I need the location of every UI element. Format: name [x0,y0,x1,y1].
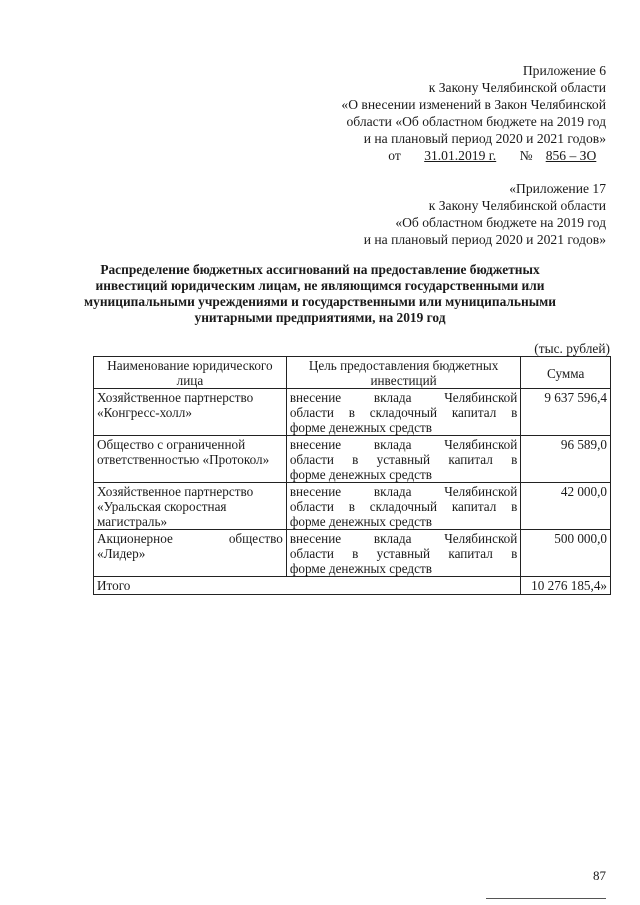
law-number: 856 – ЗО [545,148,597,163]
header-goal-line2: инвестиций [370,373,437,388]
row-goal [286,389,521,436]
footer-rule [486,898,606,899]
row-goal-line: внесение вклада Челябинской [289,484,518,499]
appendix-6-header [341,62,606,164]
appendix-17-line3: «Об областном бюджете на 2019 год [395,215,606,230]
row-goal-line: внесение вклада Челябинской [289,437,518,452]
title-line4: унитарными предприятиями, на 2019 год [194,310,446,325]
row-goal-line: форме денежных средств [289,420,432,435]
row-goal-line: области в складочный капитал в [289,499,518,514]
units-label: (тыс. рублей) [534,341,610,356]
row-name [94,436,287,483]
row-name-line: магистраль» [97,514,168,529]
appendix-6-line1: Приложение 6 [522,63,606,78]
header-name [94,357,287,389]
appendix-6-line4: области «Об областном бюджете на 2019 год [346,114,606,129]
row-goal-line: внесение вклада Челябинской [289,531,518,546]
row-name-line: Общество с ограниченной [97,437,246,452]
page-number: 87 [593,868,606,883]
row-goal-line: области в уставный капитал в [289,546,518,561]
row-name-line: «Лидер» [97,546,146,561]
table-row [94,436,611,483]
row-name-line: Хозяйственное партнерство [97,484,254,499]
total-sum: 10 276 185,4» [521,577,611,595]
row-sum: 96 589,0 [521,436,611,483]
header-name-line1: Наименование юридического [107,358,273,373]
row-goal-line: форме денежных средств [289,561,432,576]
header-sum [521,357,611,389]
budget-table [93,356,611,595]
row-name-line: «Конгресс-холл» [97,405,192,420]
law-date-number-line [341,147,606,164]
title-line3: муниципальными учреждениями и государственными или муниципальными [84,294,556,309]
row-name-line: Акционерное общество [97,531,283,546]
appendix-17-line1: «Приложение 17 [509,181,606,196]
appendix-6-line2: к Закону Челябинской области [428,80,606,95]
row-goal [286,483,521,530]
table-row [94,389,611,436]
from-label: от [388,148,401,163]
row-goal-line: внесение вклада Челябинской [289,390,518,405]
row-sum: 42 000,0 [521,483,611,530]
law-date: 31.01.2019 г. [424,148,497,163]
appendix-6-line5: и на плановый период 2020 и 2021 годов» [363,131,606,146]
row-sum: 500 000,0 [521,530,611,577]
header-sum-label: Сумма [547,365,585,381]
appendix-17-header [364,180,606,248]
appendix-17-line4: и на плановый период 2020 и 2021 годов» [363,232,606,247]
row-sum: 9 637 596,4 [521,389,611,436]
row-goal-line: форме денежных средств [289,467,432,482]
row-goal [286,436,521,483]
appendix-17-line2: к Закону Челябинской области [428,198,606,213]
row-name-line: Хозяйственное партнерство [97,390,254,405]
total-label: Итого [94,577,521,595]
number-label: № [519,148,533,163]
table-total-row [94,577,611,595]
title-line2: инвестиций юридическим лицам, не являющимся государственными или [95,278,545,293]
table-row [94,530,611,577]
title-line1: Распределение бюджетных ассигнований на предоставление бюджетных [100,262,540,277]
row-goal-line: форме денежных средств [289,514,432,529]
row-name-line: ответственностью «Протокол» [97,452,270,467]
row-goal-line: области в уставный капитал в [289,452,518,467]
row-goal-line: области в складочный капитал в [289,405,518,420]
row-goal [286,530,521,577]
row-name [94,530,287,577]
table-header-row [94,357,611,389]
header-name-line2: лица [176,373,204,388]
header-goal [286,357,521,389]
table-row [94,483,611,530]
document-title [80,262,560,326]
header-goal-line1: Цель предоставления бюджетных [308,358,499,373]
row-name-line: «Уральская скоростная [97,499,227,514]
row-name [94,483,287,530]
appendix-6-line3: «О внесении изменений в Закон Челябинской [341,97,606,112]
row-name [94,389,287,436]
